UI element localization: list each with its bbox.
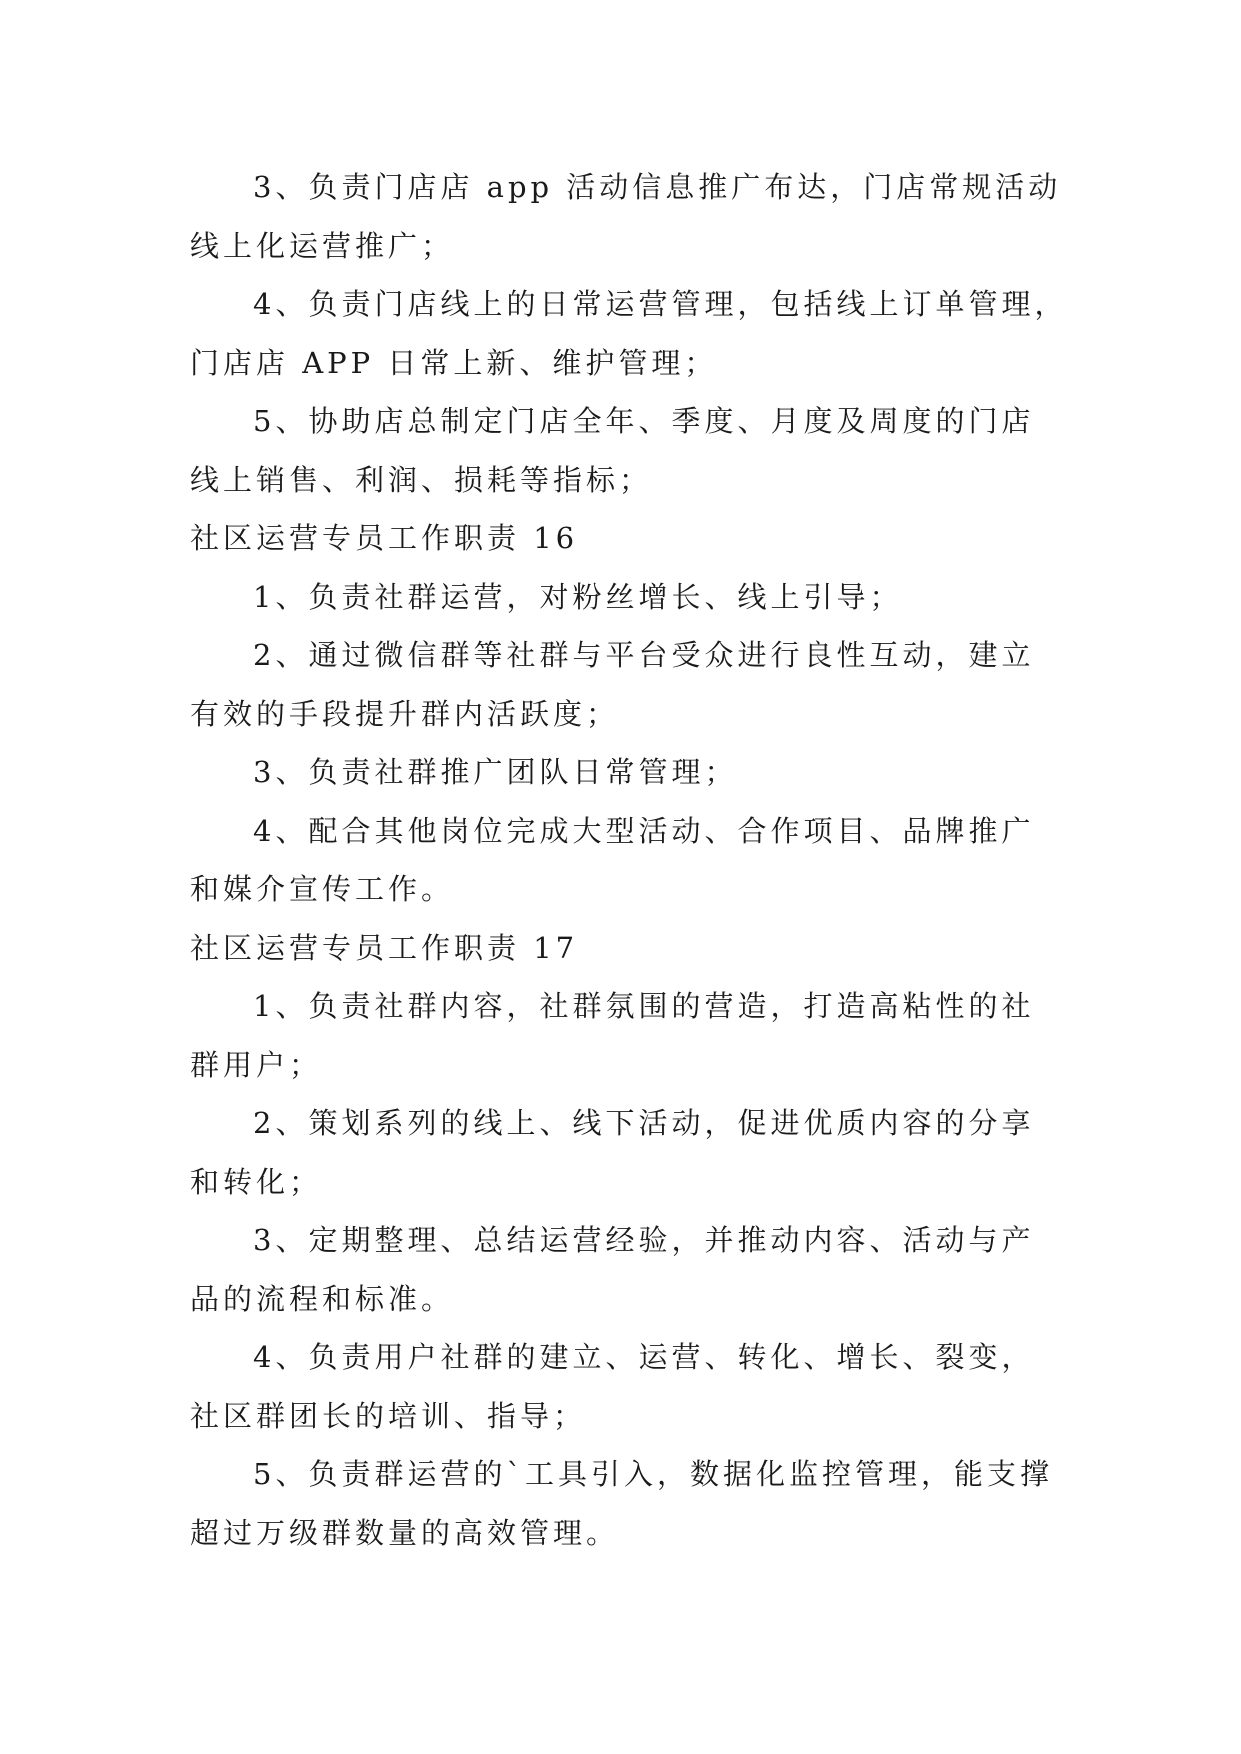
text-line: 门店店 APP 日常上新、维护管理；	[190, 345, 718, 380]
text-line: 品的流程和标准。	[190, 1281, 455, 1316]
section-heading: 社区运营专员工作职责 17	[190, 930, 579, 965]
text-line: 2、策划系列的线上、线下活动，促进优质内容的分享	[253, 1106, 1035, 1140]
section-heading: 社区运营专员工作职责 16	[190, 521, 579, 555]
text-line: 社区群团长的培训、指导；	[190, 1398, 587, 1433]
text-line: 5、负责群运营的`工具引入，数据化监控管理，能支撑	[253, 1457, 1053, 1491]
text-line: 4、负责门店线上的日常运营管理，包括线上订单管理，	[253, 287, 1068, 321]
text-line: 1、负责社群运营，对粉丝增长、线上引导；	[253, 579, 903, 614]
text-line: 线上销售、利润、损耗等指标；	[190, 462, 653, 497]
text-line: 有效的手段提升群内活跃度；	[190, 696, 620, 731]
text-line: 3、负责门店店 app 活动信息推广布达，门店常规活动	[253, 170, 1062, 204]
text-line: 3、负责社群推广团队日常管理；	[253, 755, 738, 789]
text-line: 和转化；	[190, 1164, 323, 1199]
text-line: 群用户；	[190, 1047, 323, 1082]
text-line: 5、协助店总制定门店全年、季度、月度及周度的门店	[253, 404, 1035, 438]
text-line: 4、负责用户社群的建立、运营、转化、增长、裂变，	[253, 1340, 1035, 1374]
text-line: 1、负责社群内容，社群氛围的营造，打造高粘性的社	[253, 989, 1035, 1023]
document-body	[190, 158, 1070, 1562]
text-line: 2、通过微信群等社群与平台受众进行良性互动，建立	[253, 638, 1035, 672]
text-line: 3、定期整理、总结运营经验，并推动内容、活动与产	[253, 1223, 1035, 1257]
text-line: 和媒介宣传工作。	[190, 872, 455, 906]
text-line: 超过万级群数量的高效管理。	[190, 1515, 620, 1550]
text-line: 4、配合其他岗位完成大型活动、合作项目、品牌推广	[253, 813, 1035, 848]
text-line: 线上化运营推广；	[190, 228, 455, 263]
